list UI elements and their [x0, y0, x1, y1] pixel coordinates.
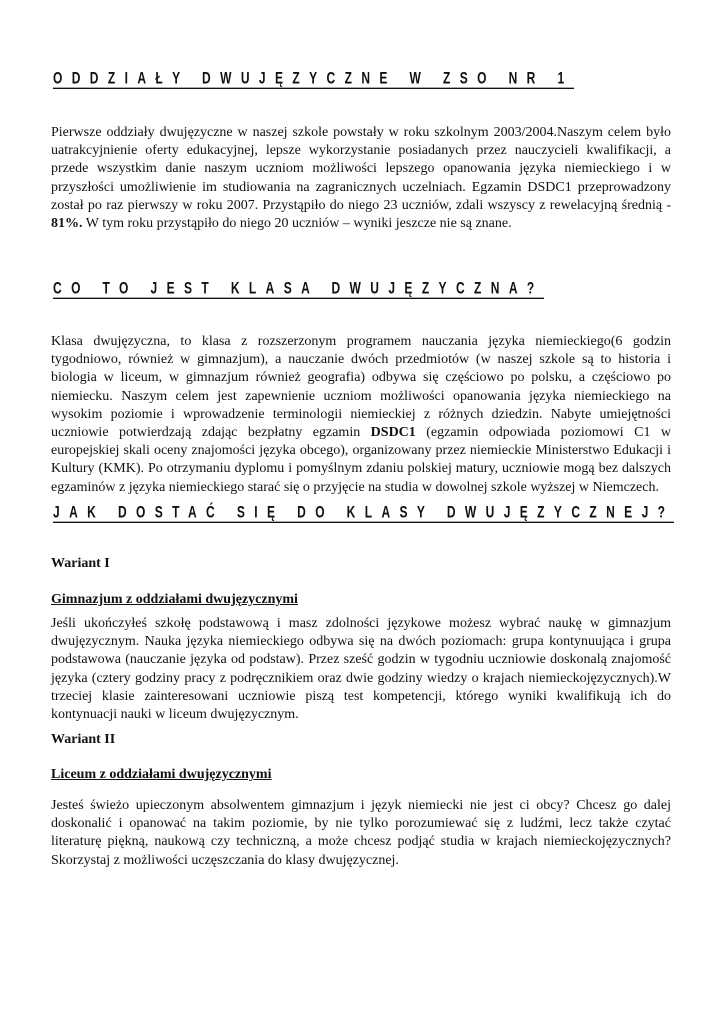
paragraph-history [51, 124, 671, 233]
paragraph-definition-text-2: (egzamin odpowiada poziomowi C1 w europejskiej skali oceny znajomości języka obcego), organizowany przez niemieckie Ministerstwo Edukacji i Kultury (KMK). Po otrzymaniu dyplomu i pomyślnym zdaniu polskiej matury, uczniowie mogą bez dalszych egzaminów z języka niemieckiego starać się o przyjęcie na studia w dowolnej szkole wyższej w Niemczech. [51, 425, 671, 495]
average-score: 81%. [51, 216, 83, 232]
paragraph-history-text-2: W tym roku przystąpiło do niego 20 uczniów – wyniki jeszcze nie są znane. [82, 216, 512, 232]
section-heading-how-to-join: JAK DOSTAĆ SIĘ DO KLASY DWUJĘZYCZNEJ? [53, 502, 675, 522]
exam-name: DSDC1 [370, 425, 416, 441]
variant-1-label: Wariant I [51, 556, 110, 571]
variant-2-paragraph: Jesteś świeżo upieczonym absolwentem gimnazjum i język niemiecki nie jest ci obcy? Chcesz go dalej doskonalić i opanować na takim poziomie, by nie tylko porozumiewać się z ludźmi, lecz także czytać literaturę piękną, naukową czy techniczną, a może chcesz podjąć studia w krajach niemieckojęzycznych? Skorzystaj z możliwości uczęszczania do klasy dwujęzycznej. [51, 798, 671, 868]
variant-2-subheading: Liceum z oddziałami dwujęzycznymi [51, 767, 272, 782]
section-heading-what-is-bilingual: CO TO JEST KLASA DWUJĘZYCZNA? [53, 278, 544, 298]
variant-2-label: Wariant II [51, 732, 116, 747]
paragraph-definition [51, 333, 671, 497]
section-heading-bilingual-classes: ODDZIAŁY DWUJĘZYCZNE W ZSO NR 1 [53, 68, 574, 88]
paragraph-definition-text-1: Klasa dwujęzyczna, to klasa z rozszerzonym programem nauczania języka niemieckiego(6 godzin tygodniowo, również w gimnazjum), a nauczanie dwóch przedmiotów (w naszej szkole są to historia i biologia w liceum, w gimnazjum również geografia) odbywa się częściowo po polsku, a częściowo po niemiecku. Naszym celem jest zapewnienie uczniom możliwości opanowania języka niemieckiego na wysokim poziomie i wprowadzenie terminologii niemieckiej z różnych dziedzin. Nabyte umiejętności uczniowie potwierdzają zdając bezpłatny egzamin [51, 334, 671, 441]
variant-1-subheading: Gimnazjum z oddziałami dwujęzycznymi [51, 592, 298, 607]
paragraph-history-text-1: Pierwsze oddziały dwujęzyczne w naszej szkole powstały w roku szkolnym 2003/2004.Naszym celem było uatrakcyjnienie oferty edukacyjnej, lepsze wykorzystanie posiadanych przez nauczycieli kwalifikacji, a przede wszystkim danie naszym uczniom możliwości lepszego opanowania języka niemieckiego i w przyszłości umożliwienie im studiowania na zagranicznych uczelniach. Egzamin DSDC1 przeprowadzony został po raz pierwszy w roku 2007. Przystąpiło do niego 23 uczniów, zdali wszyscy z rewelacyjną średnią - [51, 125, 671, 213]
variant-1-paragraph: Jeśli ukończyłeś szkołę podstawową i masz zdolności językowe możesz wybrać naukę w gimnazjum dwujęzycznym. Nauka języka niemieckiego odbywa się na dwóch poziomach: grupa kontynuująca i grupa podstawowa (nauczanie języka od podstaw). Przez sześć godzin w tygodniu uczniowie doskonalą znajomość języka (cztery godziny pracy z podręcznikiem oraz dwie godziny wiedzy o krajach niemieckojęzycznych).W trzeciej klasie zainteresowani uczniowie piszą test kompetencji, którego wyniki kwalifikują ich do kontynuacji nauki w liceum dwujęzycznym. [51, 616, 671, 723]
